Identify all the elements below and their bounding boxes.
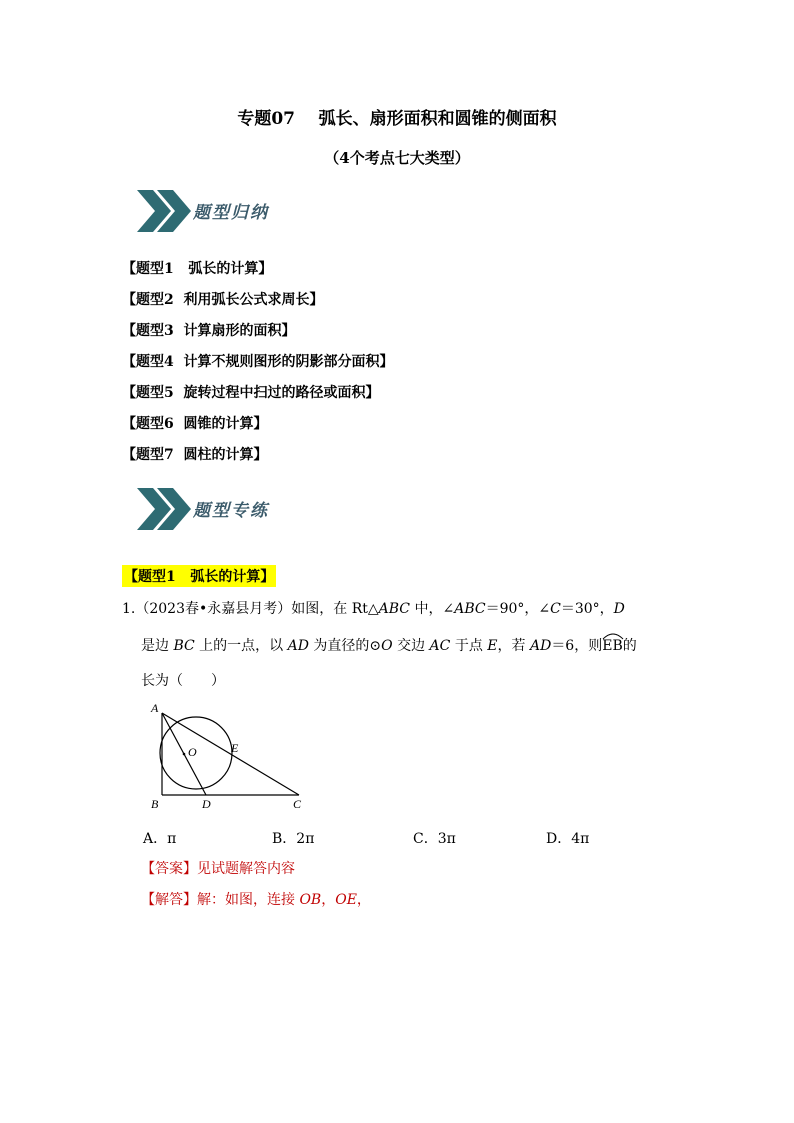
geometry-figure <box>134 698 314 813</box>
option-b: B．2π <box>272 831 315 847</box>
answer-text: 见试题解答内容 <box>197 861 295 877</box>
question-line-3: 长为（ ） <box>141 673 225 689</box>
label-d: D <box>202 797 211 811</box>
practice-banner <box>133 484 353 534</box>
arc-eb: EB <box>602 634 623 654</box>
arc-mark-icon <box>602 632 624 640</box>
label-a: A <box>151 701 159 715</box>
solution-line: 【解答】解：如图，连接 OB，OE， <box>141 892 371 908</box>
option-a: A．π <box>143 831 177 847</box>
question-line-2: 是边 BC 上的一点，以 AD 为直径的⊙O 交边 AC 于点 E，若 AD＝6，则 EB的 <box>141 634 637 655</box>
double-chevron-icon <box>133 484 193 534</box>
solution-tag: 【解答】 <box>141 892 197 908</box>
label-o: O <box>188 745 197 759</box>
summary-banner <box>133 186 353 236</box>
toc-item: 【题型5 旋转过程中扫过的路径或面积】 <box>122 385 380 401</box>
label-c: C <box>293 797 302 811</box>
label-e: E <box>231 741 239 755</box>
summary-banner-label: 题型归纳 <box>193 203 269 223</box>
question-line-1: 1.（2023春•永嘉县月考）如图，在 Rt△ABC 中，∠ABC＝90°，∠C＝30°，D <box>122 601 625 617</box>
section-heading: 【题型1 弧长的计算】 <box>122 565 276 587</box>
option-c: C．3π <box>413 831 456 847</box>
toc-item: 【题型7 圆柱的计算】 <box>122 447 268 463</box>
practice-banner-label: 题型专练 <box>193 501 269 521</box>
page-subtitle: （4个考点七大类型） <box>324 149 470 167</box>
label-b: B <box>151 797 159 811</box>
toc-item: 【题型1 弧长的计算】 <box>122 261 273 277</box>
answer-tag: 【答案】 <box>141 861 197 877</box>
option-d: D．4π <box>546 831 590 847</box>
toc-item: 【题型4 计算不规则图形的阴影部分面积】 <box>122 354 394 370</box>
center-point <box>183 753 186 756</box>
toc-item: 【题型2 利用弧长公式求周长】 <box>122 292 324 308</box>
toc-item: 【题型3 计算扇形的面积】 <box>122 323 296 339</box>
page-title: 专题07 弧长、扇形面积和圆锥的侧面积 <box>237 109 557 129</box>
toc-item: 【题型6 圆锥的计算】 <box>122 416 268 432</box>
question-source: （2023春•永嘉县月考） <box>135 601 292 617</box>
question-number: 1. <box>122 601 136 617</box>
double-chevron-icon <box>133 186 193 236</box>
answer-line <box>141 858 295 878</box>
